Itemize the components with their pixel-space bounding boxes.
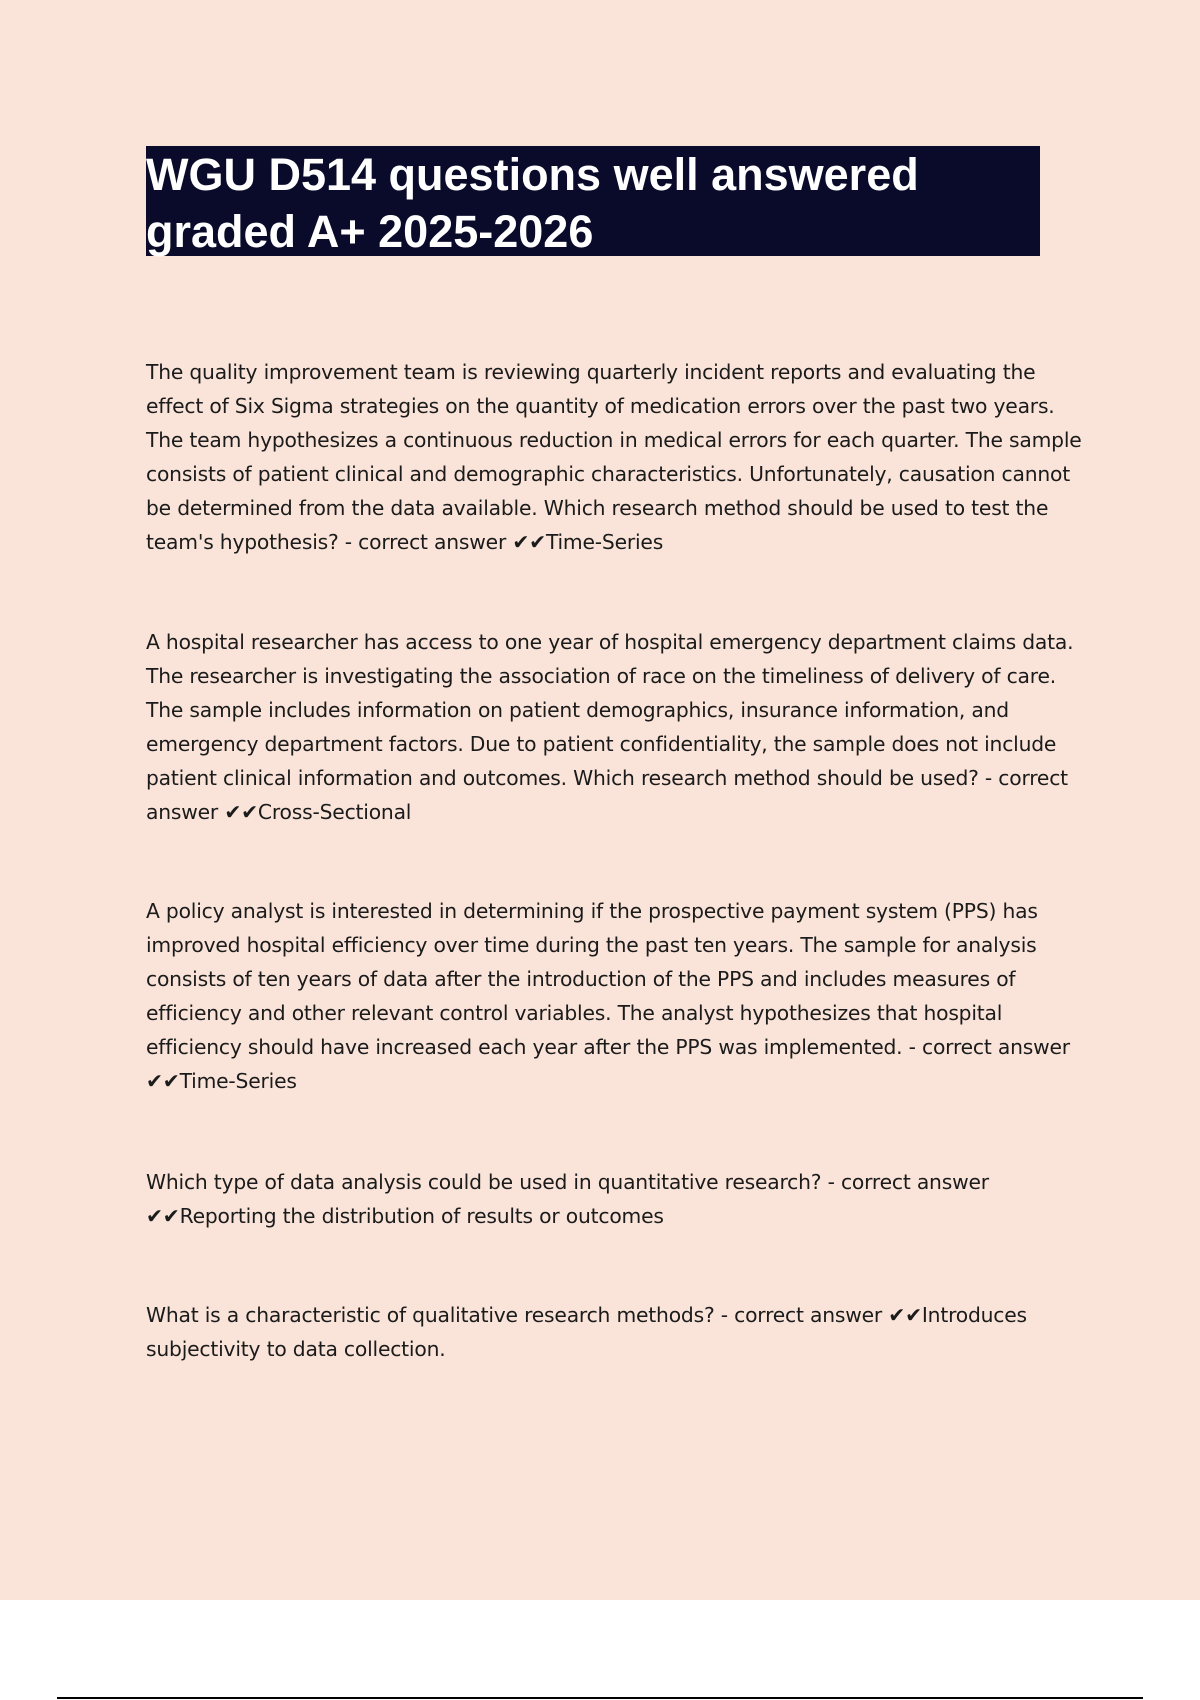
check-icon: ✔✔ xyxy=(888,1303,922,1327)
qa-item xyxy=(146,355,1091,559)
question-text: A hospital researcher has access to one year of hospital emergency department claims data. The researcher is investigating the association of race on the timeliness of delivery of care. The sample includes information on patient demographics, insurance information, and emergency department factors. Due to patient confidentiality, the sample does not include patient clinical information and outcomes. Which research method should be used? - correct answer xyxy=(146,630,1074,824)
answer-text: Time-Series xyxy=(179,1069,297,1093)
footer-divider xyxy=(57,1697,1143,1699)
document-title: WGU D514 questions well answered graded A+ 2025-2026 xyxy=(146,149,919,257)
question-text: Which type of data analysis could be used in quantitative research? - correct answer xyxy=(146,1170,989,1194)
question-text: What is a characteristic of qualitative research methods? - correct answer xyxy=(146,1303,889,1327)
question-text: A policy analyst is interested in determining if the prospective payment system (PPS) has improved hospital efficiency over time during the past ten years. The sample for analysis consists of ten years of data after the introduction of the PPS and includes measures of efficiency and other relevant control variables. The analyst hypothesizes that hospital efficiency should have increased each year after the PPS was implemented. - correct answer xyxy=(146,899,1070,1059)
check-icon: ✔✔ xyxy=(146,1069,180,1093)
check-icon: ✔✔ xyxy=(512,530,546,554)
answer-text: Introduces subjectivity to data collection. xyxy=(146,1303,1027,1361)
answer-text: Time-Series xyxy=(545,530,664,554)
answer-text: Reporting the distribution of results or outcomes xyxy=(179,1204,664,1228)
answer-text: Cross-Sectional xyxy=(257,800,412,824)
question-text: The quality improvement team is reviewing quarterly incident reports and evaluating the effect of Six Sigma strategies on the quantity of medication errors over the past two years. The team hypothesizes a continuous reduction in medical errors for each quarter. The sample consists of patient clinical and demographic characteristics. Unfortunately, causation cannot be determined from the data available. Which research method should be used to test the team's hypothesis? - correct answer xyxy=(146,360,1082,554)
qa-item xyxy=(146,625,1091,829)
qa-item xyxy=(146,894,1091,1098)
qa-item xyxy=(146,1165,1091,1233)
check-icon: ✔✔ xyxy=(146,1204,180,1228)
check-icon: ✔✔ xyxy=(224,800,258,824)
qa-item xyxy=(146,1298,1091,1366)
